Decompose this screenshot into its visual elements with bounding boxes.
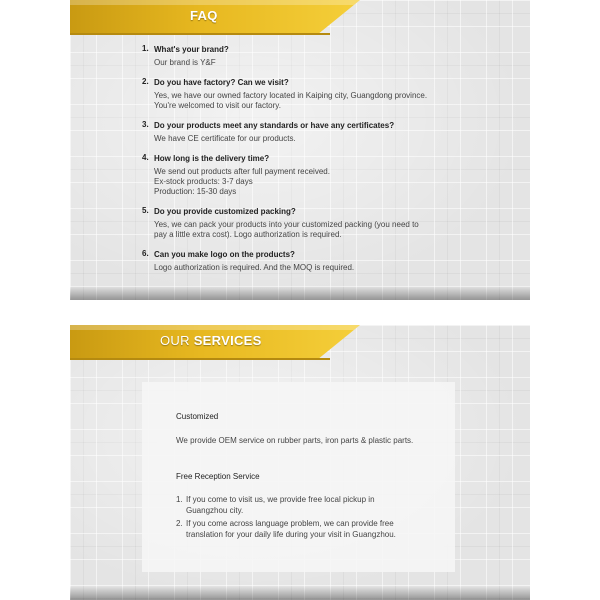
faq-banner-stripe [70, 33, 330, 35]
faq-number: 5. [142, 206, 149, 215]
faq-answer [154, 91, 522, 111]
faq-number: 4. [142, 153, 149, 162]
faq-item [142, 77, 522, 111]
faq-answer-line: Yes, we have our owned factory located in Kaiping city, Guangdong province. [154, 91, 428, 100]
reception-item-line: translation for your daily life during your visit in Guangzhou. [186, 530, 396, 539]
reception-list-item [176, 494, 436, 516]
faq-question: How long is the delivery time? [154, 154, 270, 163]
faq-answer-line: Our brand is Y&F [154, 58, 216, 67]
faq-title: FAQ [190, 8, 218, 23]
faq-list [142, 44, 522, 282]
faq-answer-line: We have CE certificate for our products. [154, 134, 296, 143]
reception-item-number: 1. [176, 495, 183, 504]
faq-question: Do you provide customized packing? [154, 207, 296, 216]
faq-answer-line: pay a little extra cost). Logo authorization is required. [154, 230, 342, 239]
faq-item [142, 206, 522, 240]
reception-item-line: If you come to visit us, we provide free local pickup in [186, 495, 375, 504]
faq-item [142, 120, 522, 144]
reception-item-number: 2. [176, 519, 183, 528]
faq-answer-line: Production: 15-30 days [154, 187, 237, 196]
faq-item [142, 153, 522, 197]
faq-answer [154, 263, 522, 273]
services-panel [70, 325, 530, 600]
reception-heading: Free Reception Service [176, 472, 260, 481]
faq-answer-line: You're welcomed to visit our factory. [154, 101, 281, 110]
faq-answer [154, 58, 522, 68]
faq-answer-line: Ex-stock products: 3-7 days [154, 177, 253, 186]
services-banner-stripe [70, 358, 330, 360]
faq-item [142, 249, 522, 273]
faq-panel [70, 0, 530, 300]
faq-answer-line: Logo authorization is required. And the MOQ is required. [154, 263, 355, 272]
faq-answer [154, 220, 522, 240]
faq-question: Can you make logo on the products? [154, 250, 295, 259]
services-title [160, 333, 262, 348]
services-title-prefix: OUR [160, 333, 194, 348]
customized-text: We provide OEM service on rubber parts, iron parts & plastic parts. [176, 436, 414, 445]
faq-answer-line: We send out products after full payment received. [154, 167, 330, 176]
customized-heading: Customized [176, 412, 219, 421]
services-content-box [142, 382, 455, 572]
faq-number: 3. [142, 120, 149, 129]
faq-item [142, 44, 522, 68]
faq-number: 1. [142, 44, 149, 53]
faq-question: Do you have factory? Can we visit? [154, 78, 289, 87]
faq-answer [154, 167, 522, 197]
reception-list [176, 494, 436, 542]
reception-item-line: If you come across language problem, we can provide free [186, 519, 394, 528]
reception-list-item [176, 518, 436, 540]
faq-question: Do your products meet any standards or have any certificates? [154, 121, 395, 130]
faq-question: What's your brand? [154, 45, 229, 54]
services-title-strong: SERVICES [193, 333, 262, 348]
faq-number: 2. [142, 77, 149, 86]
reception-item-line: Guangzhou city. [186, 506, 244, 515]
faq-answer [154, 134, 522, 144]
faq-answer-line: Yes, we can pack your products into your customized packing (you need to [154, 220, 419, 229]
faq-number: 6. [142, 249, 149, 258]
